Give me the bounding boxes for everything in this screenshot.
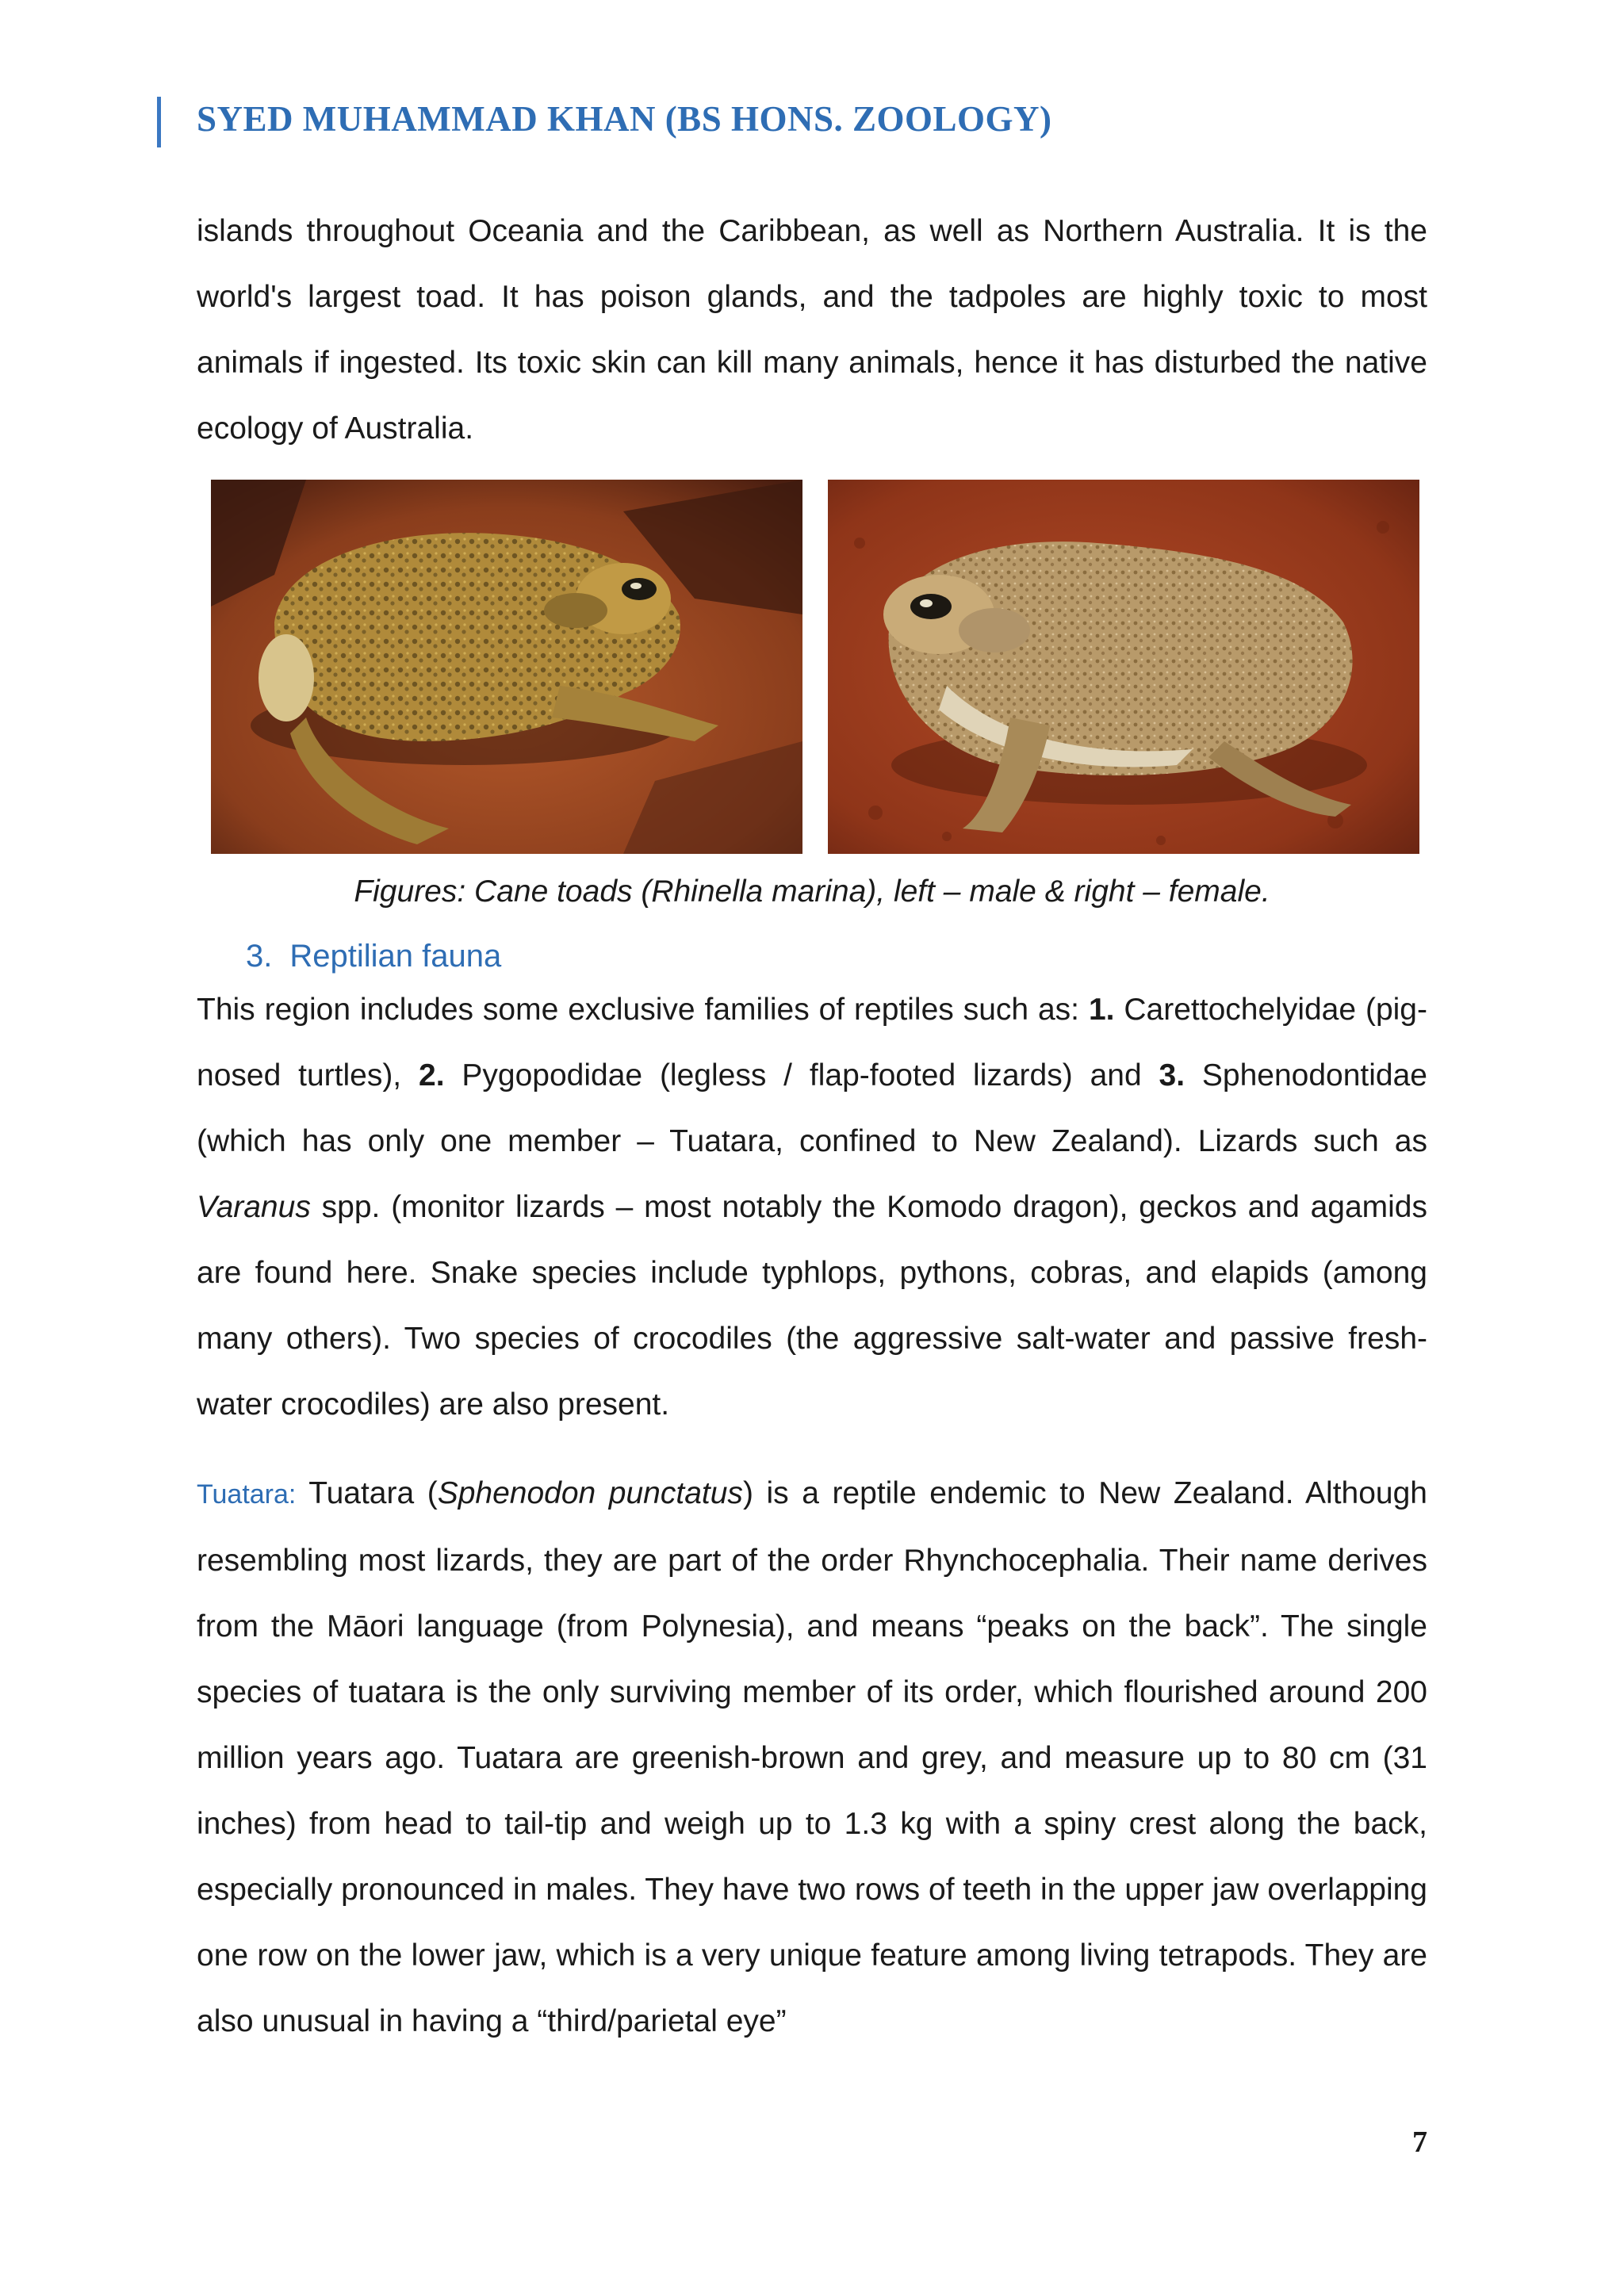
reptilian-paragraph xyxy=(197,977,1427,1437)
tuatara-paragraph-block xyxy=(197,1460,1427,2054)
family-number-2: 2. xyxy=(419,1058,445,1093)
genus-varanus: Varanus xyxy=(197,1190,311,1224)
header-accent-bar xyxy=(157,97,161,147)
intro-paragraph: islands throughout Oceania and the Caribbean, as well as Northern Australia. It is the world's largest toad. It has poison glands, and the tadpoles are highly toxic to most animals if ingested. Its toxic skin can kill many animals, hence it has disturbed the native ecology of Australia. xyxy=(197,214,1427,446)
section-heading xyxy=(246,934,501,978)
section-number: 3. xyxy=(246,939,273,974)
section-title: Reptilian fauna xyxy=(289,939,502,974)
figure-male-cane-toad xyxy=(211,480,802,854)
intro-block xyxy=(197,198,1427,461)
reptilian-paragraph-block xyxy=(197,977,1427,1437)
tuatara-heading: Tuatara: xyxy=(197,1479,297,1510)
species-sphenodon-punctatus: Sphenodon punctatus xyxy=(437,1476,743,1510)
tuatara-text-1: Tuatara ( xyxy=(296,1476,438,1510)
reptilian-text-5: spp. (monitor lizards – most notably the Komodo dragon), geckos and agamids are found here. Snake species include typhlops, pythons, cobras, and elapids (among many others). Two species of crocodiles (the aggressive salt-water and passive fresh-water crocodiles) are also present. xyxy=(197,1190,1427,1422)
reptilian-text-2: Carettochelyidae (pig-nosed turtles), xyxy=(197,993,1427,1093)
page-number: 7 xyxy=(1412,2126,1427,2159)
reptilian-text-3: Pygopodidae (legless / flap-footed lizards) and xyxy=(444,1058,1159,1093)
family-number-3: 3. xyxy=(1159,1058,1185,1093)
tuatara-text-2: ) is a reptile endemic to New Zealand. Although resembling most lizards, they are part of the order Rhynchocephalia. Their name derives from the Māori language (from Polynesia), and means “peaks on the back”. The single species of tuatara is the only surviving member of its order, which flourished around 200 million years ago. Tuatara are greenish-brown and grey, and measure up to 80 cm (31 inches) from head to tail-tip and weigh up to 1.3 kg with a spiny crest along the back, especially pronounced in males. They have two rows of teeth in the upper jaw overlapping one row on the lower jaw, which is a very unique feature among living tetrapods. They are also unusual in having a “third/parietal eye” xyxy=(197,1476,1427,2038)
figure-caption: Figures: Cane toads (Rhinella marina), left – male & right – female. xyxy=(354,874,1270,909)
page-header-title: SYED MUHAMMAD KHAN (BS HONS. ZOOLOGY) xyxy=(197,99,1052,139)
tuatara-paragraph xyxy=(197,1460,1427,2054)
reptilian-text-4: Sphenodontidae (which has only one member – Tuatara, confined to New Zealand). Lizards such as xyxy=(197,1058,1427,1158)
figure-female-cane-toad xyxy=(828,480,1419,854)
reptilian-text-1: This region includes some exclusive families of reptiles such as: xyxy=(197,993,1089,1027)
family-number-1: 1. xyxy=(1088,993,1115,1027)
